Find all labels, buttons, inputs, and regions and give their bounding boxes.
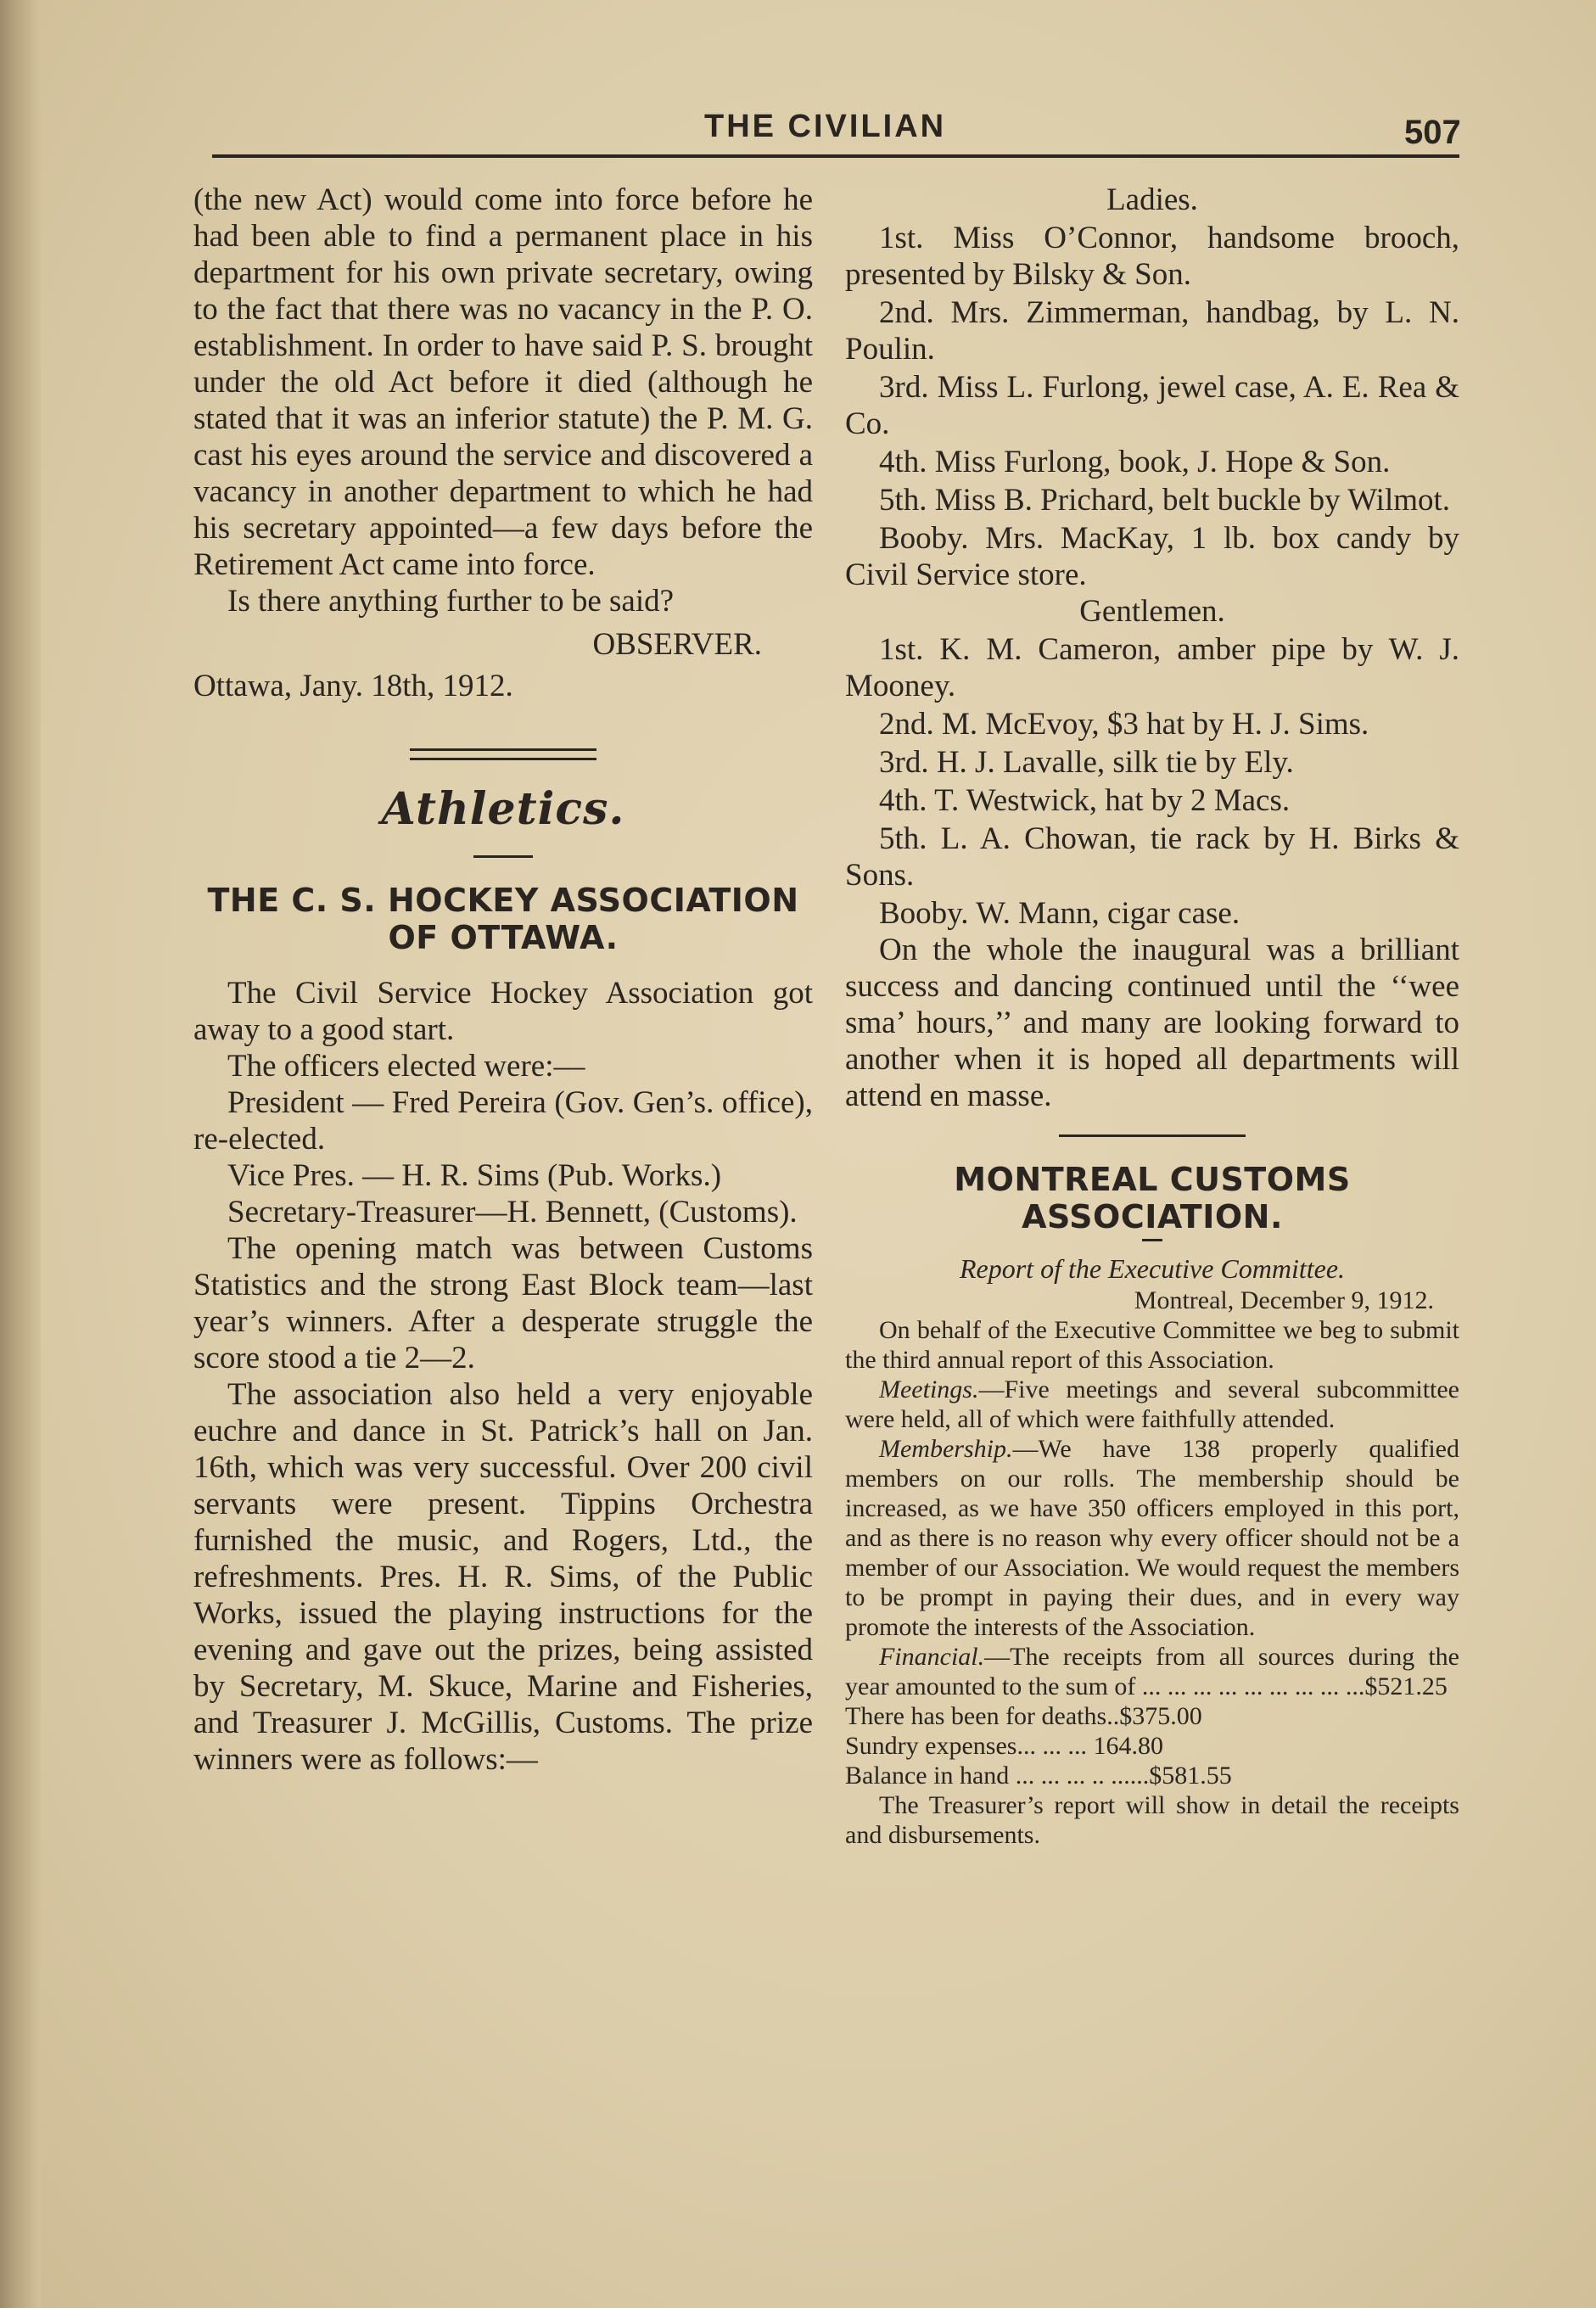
- balance-line: Balance in hand ... ... ... .. ......$581.55: [845, 1762, 1232, 1790]
- prize-entry: 4th. Miss Furlong, book, J. Hope & Son.: [879, 445, 1391, 479]
- gentlemen-heading: Gentlemen.: [1079, 594, 1225, 629]
- article-paragraph: The officers elected were:—: [227, 1049, 585, 1084]
- membership-label: Membership.: [879, 1435, 1013, 1463]
- prize-entry: Booby. W. Mann, cigar case.: [879, 896, 1240, 931]
- prize-entry: 4th. T. Westwick, hat by 2 Macs.: [879, 783, 1291, 818]
- ladies-heading: Ladies.: [1106, 182, 1198, 217]
- financial-text: —The receipts from all sources during the year amounted to the sum of ... ... ... ... ... ... ... ... ...$521.25: [845, 1643, 1459, 1700]
- report-membership: [845, 1434, 1459, 1642]
- sundry-line: Sundry expenses... ... ... 164.80: [845, 1732, 1163, 1760]
- prize-entry: 1st. Miss O’Connor, handsome brooch, presented by Bilsky & Son.: [845, 221, 1459, 292]
- running-header: [0, 102, 1596, 153]
- article-divider: [1059, 1134, 1246, 1137]
- header-rule: [212, 154, 1459, 158]
- report-intro: On behalf of the Executive Committee we beg to submit the third annual report of this Association.: [845, 1316, 1459, 1374]
- article-headline: THE C. S. HOCKEY ASSOCIATION OF OTTAWA.: [207, 882, 799, 956]
- prize-entry: 3rd. H. J. Lavalle, silk tie by Ely.: [879, 745, 1294, 780]
- prize-entry: 2nd. M. McEvoy, $3 hat by H. J. Sims.: [879, 707, 1369, 742]
- continued-paragraph: (the new Act) would come into force before he had been able to find a permanent place in his department for his own private secretary, owing to the fact that there was no vacancy in the P. O. establishment. In order to have said P. S. brought under the old Act before it died (although he stated that it was an inferior statute) the P. M. G. cast his eyes around the service and discovered a vacancy in another department to which he had his secretary appointed—a few days before the Retirement Act came into force.: [193, 182, 813, 582]
- section-divider: [410, 748, 596, 760]
- journal-title: THE CIVILIAN: [704, 109, 947, 144]
- prize-entry: 5th. L. A. Chowan, tie rack by H. Birks & Sons.: [845, 821, 1459, 893]
- meetings-text: —Five meetings and several subcommittee were held, all of which were faithfully attended.: [845, 1375, 1459, 1433]
- membership-text: —We have 138 properly qualified members on our rolls. The membership should be increased, as we have 350 officers employed in this port, and as there is no reason why every officer should not be a member of our Association. We would request the members to be prompt in paying their dues, and in every way promote the interests of the Association.: [845, 1435, 1459, 1641]
- left-column: [193, 182, 813, 1778]
- article-paragraph: The association also held a very enjoyable euchre and dance in St. Patrick’s hall on Jan. 16th, which was very successful. Over 200 civil servants were present. Tippins Orchestra furnished the music, and Rogers, Ltd., the refreshments. Pres. H. R. Sims, of the Public Works, issued the playing instructions for the evening and gave out the prizes, being assisted by Secretary, M. Skuce, Marine and Fisheries, and Treasurer J. McGillis, Customs. The prize winners were as follows:—: [193, 1377, 813, 1777]
- heading-divider: [473, 855, 533, 858]
- report-subtitle: Report of the Executive Committee.: [959, 1253, 1346, 1284]
- report-meetings: [845, 1375, 1459, 1434]
- letter-signature: OBSERVER.: [592, 627, 762, 662]
- article-paragraph: The opening match was between Customs Statistics and the strong East Block team—last year’s winners. After a desperate struggle the score stood a tie 2—2.: [193, 1231, 813, 1375]
- treasurer-note: The Treasurer’s report will show in detail the receipts and disbursements.: [845, 1791, 1459, 1849]
- prize-entry: 2nd. Mrs. Zimmerman, handbag, by L. N. Poulin.: [845, 295, 1459, 367]
- binding-gutter: [0, 0, 41, 2308]
- headline-dash: [1142, 1239, 1162, 1241]
- prize-entry: 5th. Miss B. Prichard, belt buckle by Wilmot.: [879, 483, 1451, 518]
- article-paragraph: Secretary-Treasurer—H. Bennett, (Customs).: [227, 1195, 798, 1230]
- article-paragraph: Vice Pres. — H. R. Sims (Pub. Works.): [227, 1158, 722, 1193]
- section-heading-athletics: Athletics.: [381, 783, 625, 835]
- article-headline: MONTREAL CUSTOMS ASSOCIATION.: [954, 1161, 1351, 1235]
- prize-entry: Booby. Mrs. MacKay, 1 lb. box candy by Civil Service store.: [845, 521, 1459, 592]
- article-paragraph: President — Fred Pereira (Gov. Gen’s. office), re-elected.: [193, 1085, 813, 1157]
- right-column: [845, 182, 1459, 1850]
- deaths-line: There has been for deaths..$375.00: [845, 1702, 1202, 1730]
- report-dateline: Montreal, December 9, 1912.: [1134, 1286, 1434, 1314]
- prize-entry: 1st. K. M. Cameron, amber pipe by W. J. Mooney.: [845, 632, 1459, 703]
- financial-label: Financial.: [879, 1643, 985, 1671]
- report-financial: [845, 1642, 1459, 1701]
- letter-place-date: Ottawa, Jany. 18th, 1912.: [193, 669, 513, 703]
- closing-question: Is there anything further to be said?: [227, 584, 675, 619]
- prize-entry: 3rd. Miss L. Furlong, jewel case, A. E. Rea & Co.: [845, 370, 1459, 441]
- article-paragraph: The Civil Service Hockey Association got away to a good start.: [193, 976, 813, 1047]
- page-number: 507: [1404, 114, 1461, 151]
- closing-paragraph: On the whole the inaugural was a brilliant success and dancing continued until the ‘‘wee sma’ hours,’’ and many are looking forward to another when it is hoped all departments will attend en masse.: [845, 933, 1459, 1113]
- meetings-label: Meetings.: [879, 1375, 979, 1403]
